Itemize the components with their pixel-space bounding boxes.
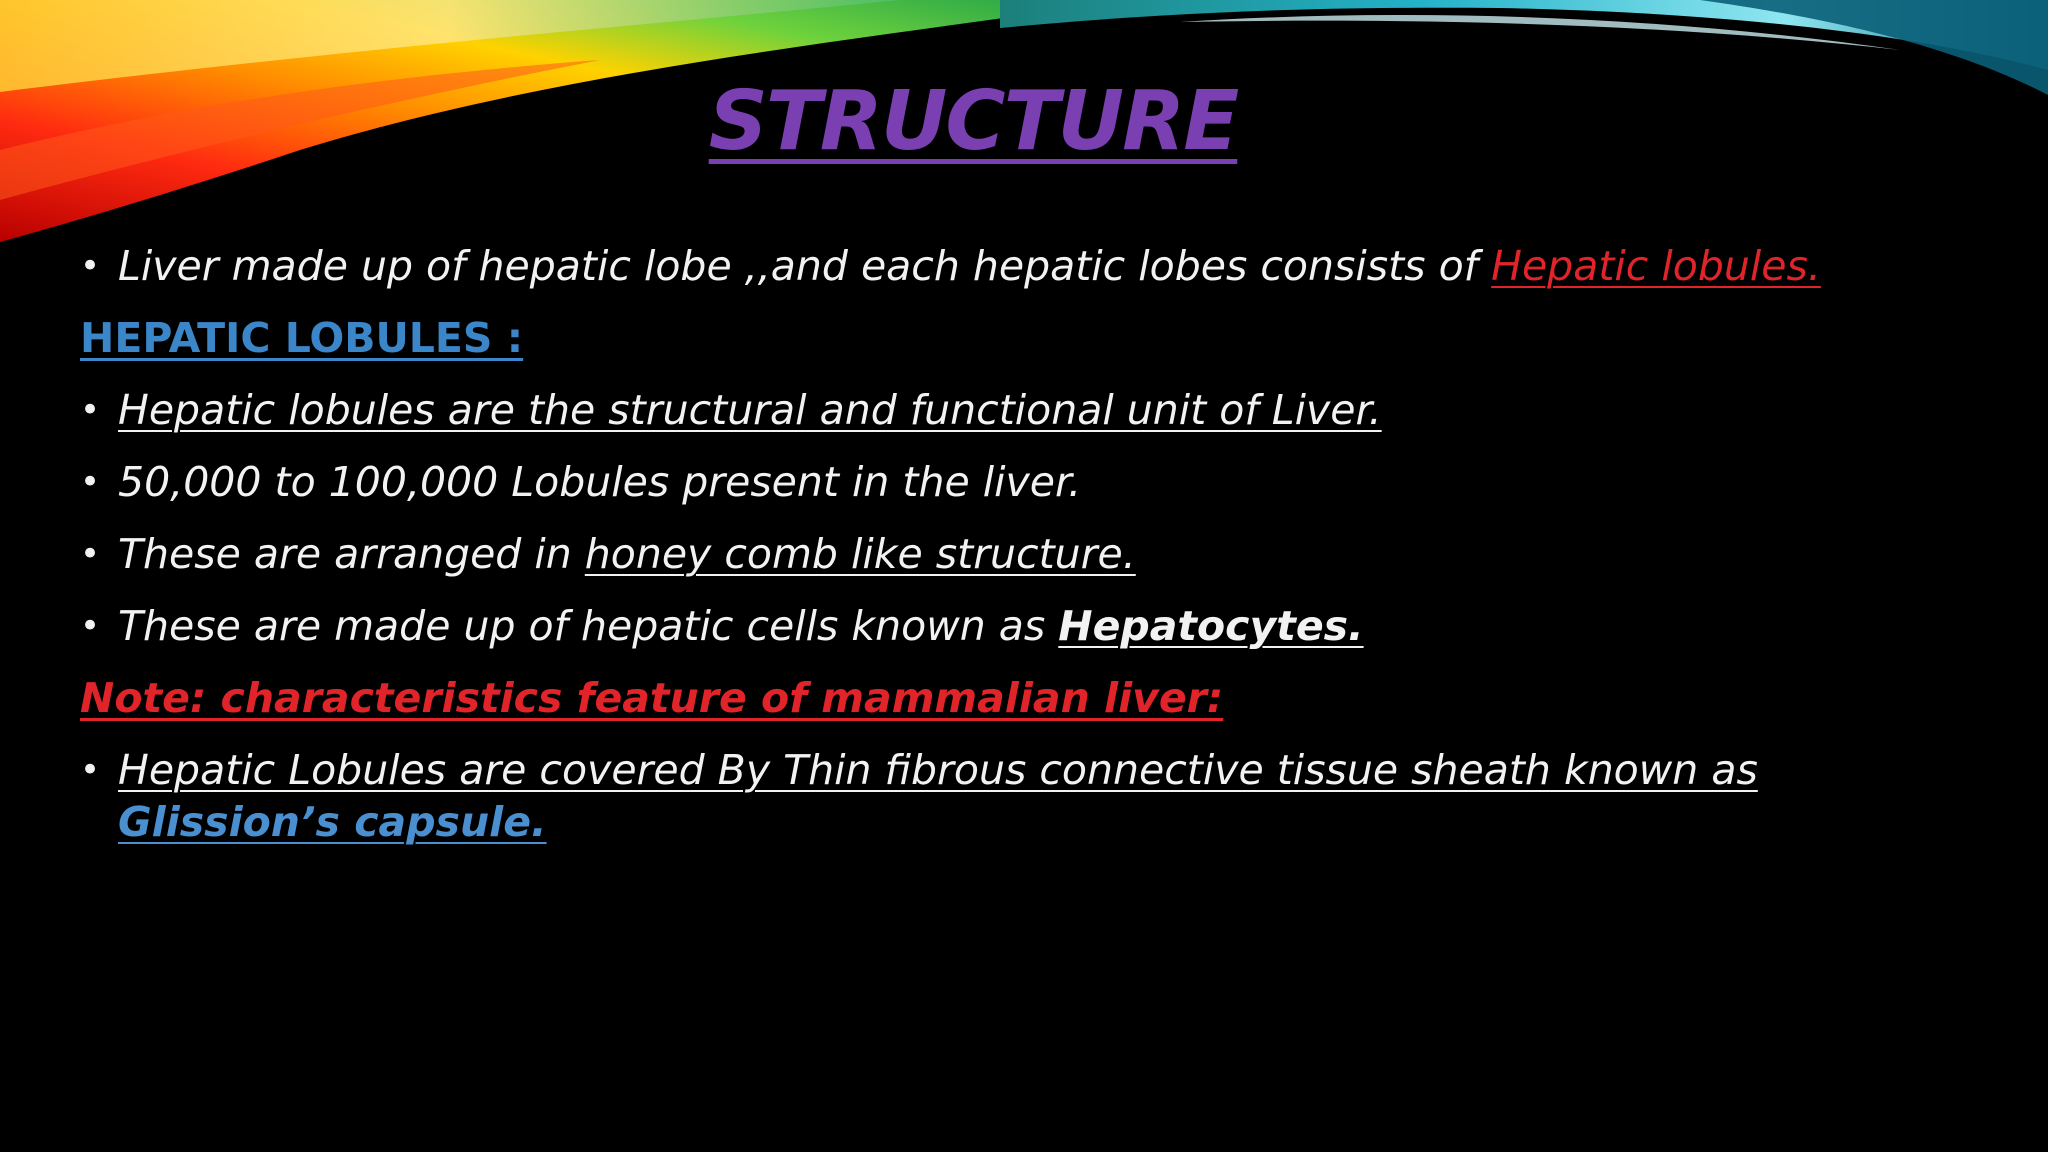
hepatic-lobules-heading-row bbox=[80, 312, 1860, 364]
slide-content bbox=[80, 240, 1860, 868]
point-hepatocytes-text: These are made up of hepatic cells known as bbox=[118, 602, 1059, 650]
point-lobule-count bbox=[80, 456, 1860, 508]
point-honeycomb-text: These are arranged in bbox=[118, 530, 585, 578]
point-lobule-count-text: 50,000 to 100,000 Lobules present in the liver. bbox=[118, 458, 1082, 506]
note-row bbox=[80, 672, 1860, 724]
hepatic-lobules-heading: HEPATIC LOBULES : bbox=[80, 314, 524, 362]
bullet-icon: • bbox=[80, 534, 101, 574]
hepatic-lobules-highlight: Hepatic lobules. bbox=[1491, 242, 1821, 290]
point-glissons-capsule bbox=[80, 744, 1860, 848]
bullet-icon: • bbox=[80, 390, 101, 430]
slide-title: STRUCTURE bbox=[708, 74, 1238, 169]
point-honeycomb bbox=[80, 528, 1860, 580]
point-structural-unit-text: Hepatic lobules are the structural and functional unit of Liver. bbox=[118, 386, 1382, 434]
point-hepatocytes bbox=[80, 600, 1860, 652]
bullet-icon: • bbox=[80, 606, 101, 646]
intro-text: Liver made up of hepatic lobe ,,and each hepatic lobes consists of bbox=[118, 242, 1492, 290]
point-glissons-capsule-text: Hepatic Lobules are covered By Thin fibrous connective tissue sheath known as bbox=[118, 746, 1758, 794]
bullet-icon: • bbox=[80, 750, 101, 790]
intro-bullet bbox=[80, 240, 1860, 292]
glissons-capsule-highlight: Glission’s capsule. bbox=[118, 798, 547, 846]
honeycomb-highlight: honey comb like structure. bbox=[584, 530, 1136, 578]
note-text: Note: characteristics feature of mammalian liver: bbox=[80, 674, 1224, 722]
hepatocytes-highlight: Hepatocytes. bbox=[1058, 602, 1364, 650]
bullet-icon: • bbox=[80, 462, 101, 502]
bullet-icon: • bbox=[80, 246, 101, 286]
point-structural-unit bbox=[80, 384, 1860, 436]
